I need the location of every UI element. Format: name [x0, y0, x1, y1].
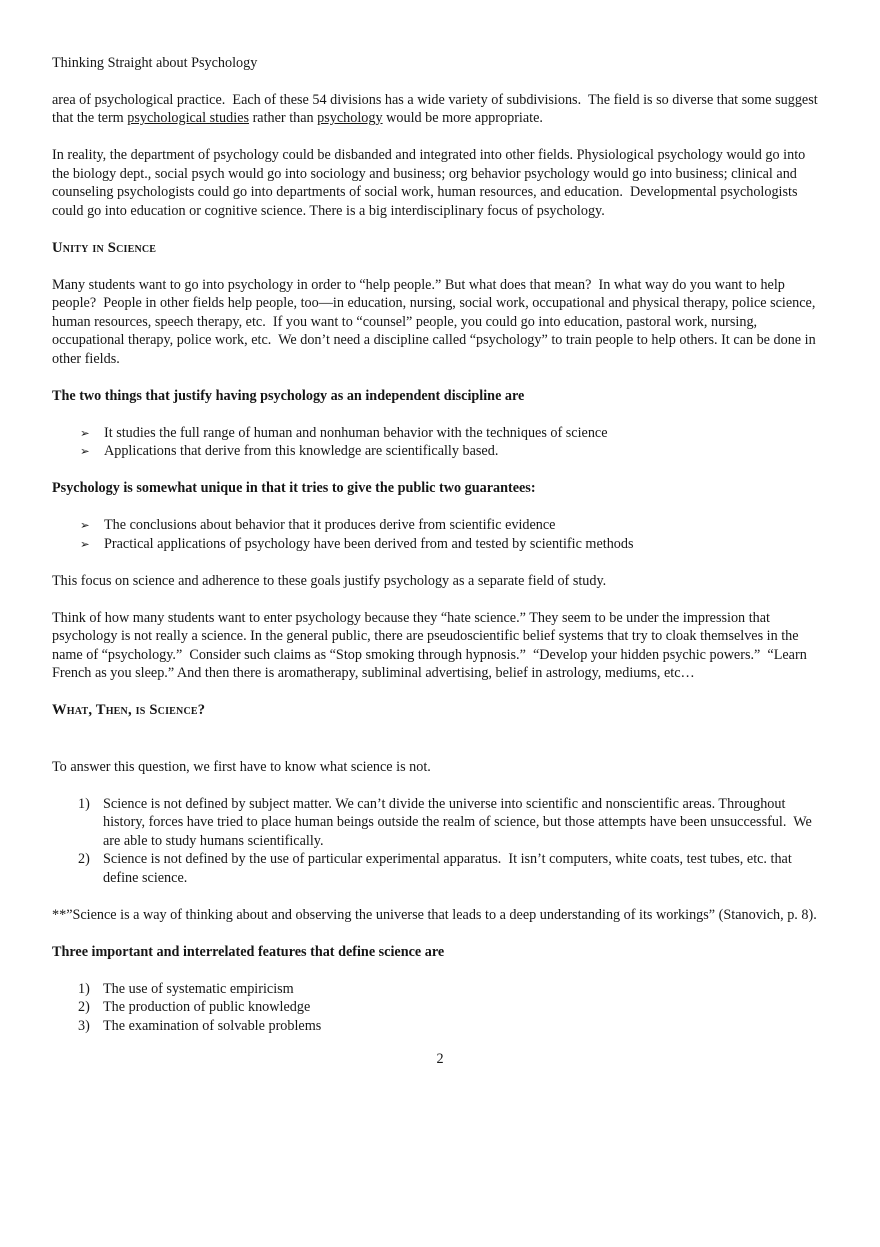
list-item — [52, 424, 826, 443]
arrow-bullet-icon: ➢ — [80, 444, 90, 458]
page-header: Thinking Straight about Psychology — [52, 55, 258, 71]
list-number: 1) — [78, 795, 90, 812]
list-number: 1) — [78, 980, 90, 997]
list-item — [52, 516, 826, 535]
paragraph-departments: In reality, the department of psychology could be disbanded and integrated into other fields. Physiological psychology would go into the biology dept., social psych would go into sociology and business; org behavior psychology would go into business; clinical and counseling psychologists could go into departments of social work, human resources, and education. Developmental psychologists could go into education or cognitive science. There is a big interdisciplinary focus of psychology. — [52, 147, 809, 219]
list-item — [52, 980, 826, 999]
bullet-list-guarantees — [52, 516, 826, 553]
text-run: would be more appropriate. — [382, 110, 543, 126]
list-item-text: The examination of solvable problems — [103, 1017, 322, 1034]
arrow-bullet-icon: ➢ — [80, 536, 90, 551]
paragraph-hate-science: Think of how many students want to enter psychology because they “hate science.” They seem to be under the impression that psychology is not really a science. In the general public, there are pseudoscientific belief systems that try to cloak themselves in the name of “psychology.” Consider such claims as “Stop smoking through hypnosis.” “Develop your hidden psychic powers.” “Learn French as you sleep.” And then there is aromatherapy, subliminal advertising, belief in astrology, mediums, etc… — [52, 609, 811, 681]
section-heading-unity-in-science: Unity in Science — [52, 239, 157, 256]
section-heading-what-is-science: What, Then, is Science? — [52, 702, 206, 718]
list-item — [52, 850, 826, 887]
list-item — [52, 795, 826, 851]
paragraph-focus-on-science: This focus on science and adherence to these goals justify psychology as a separate field of study. — [52, 572, 607, 589]
numbered-list-science-not — [52, 795, 826, 888]
list-item-text: Applications that derive from this knowledge are scientifically based. — [104, 443, 499, 459]
subheading-two-things: The two things that justify having psychology as an independent discipline are — [52, 387, 525, 404]
paragraph-stanovich-quote: **”Science is a way of thinking about and observing the universe that leads to a deep understanding of its workings” (Stanovich, p. 8). — [52, 906, 817, 923]
paragraph-help-people: Many students want to go into psychology in order to “help people.” But what does that mean? In what way do you want to help people? People in other fields help people, too—in education, nursing, social work, occupational and physical therapy, police science, human resources, speech therapy, etc. If you want to “counsel” people, you could go into education, pastoral work, nursing, occupational therapy, police work, etc. We don’t need a discipline called “psychology” to train people to help others. It can be done in other fields. — [52, 276, 820, 367]
list-item — [52, 442, 826, 461]
list-item — [52, 535, 826, 554]
list-item-text: It studies the full range of human and nonhuman behavior with the techniques of science — [104, 424, 608, 441]
text-run: rather than — [249, 110, 318, 126]
list-item-text: The conclusions about behavior that it produces derive from scientific evidence — [104, 517, 556, 533]
list-number: 2) — [78, 851, 90, 867]
list-item-text: Practical applications of psychology have been derived from and tested by scientific methods — [104, 535, 634, 552]
paragraph-intro — [52, 91, 826, 128]
list-item-text: Science is not defined by the use of particular experimental apparatus. It isn’t computers, white coats, test tubes, etc. that define science. — [103, 851, 796, 886]
list-item-text: Science is not defined by subject matter. We can’t divide the universe into scientific and nonscientific areas. Throughout history, forces have tried to place human beings outside the realm of science, but those attempts have been unsuccessful. We are able to study humans scientifically. — [103, 795, 816, 849]
list-item-text: The use of systematic empiricism — [103, 980, 294, 997]
subheading-guarantees: Psychology is somewhat unique in that it tries to give the public two guarantees: — [52, 480, 536, 496]
list-item-text: The production of public knowledge — [103, 999, 311, 1015]
text-run: area of psychological practice. Each of these 54 divisions has a wide variety of subdivisions. The field is so diverse that some suggest that the term — [52, 91, 822, 126]
list-item — [52, 1017, 826, 1036]
page-number: 2 — [436, 1051, 444, 1067]
underlined-term-psychology: psychology — [317, 110, 383, 126]
arrow-bullet-icon: ➢ — [80, 518, 90, 532]
bullet-list-justification — [52, 424, 826, 461]
arrow-bullet-icon: ➢ — [80, 425, 90, 440]
list-item — [52, 998, 826, 1017]
list-number: 3) — [78, 1017, 90, 1034]
paragraph-science-is-not: To answer this question, we first have to know what science is not. — [52, 758, 431, 775]
numbered-list-features — [52, 980, 826, 1036]
underlined-term-psychological-studies: psychological studies — [127, 110, 250, 126]
subheading-three-features: Three important and interrelated features that define science are — [52, 943, 445, 960]
list-number: 2) — [78, 999, 90, 1015]
